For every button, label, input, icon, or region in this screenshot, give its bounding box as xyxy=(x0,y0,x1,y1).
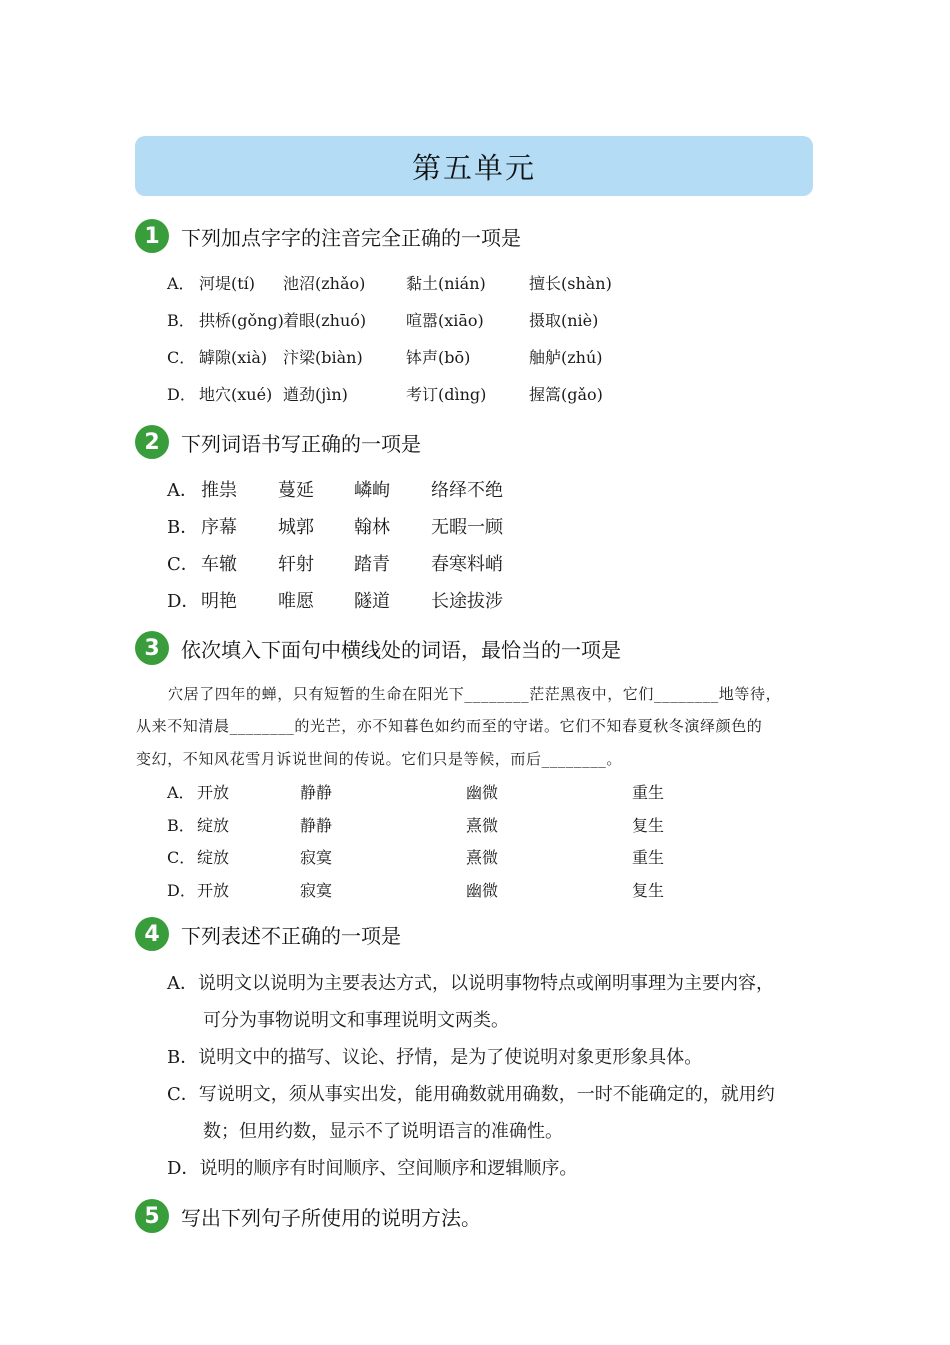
question-number-badge: 1 xyxy=(135,219,169,253)
option-item: 考订(dìng) xyxy=(406,385,487,404)
option-label: A． xyxy=(167,480,198,501)
option-item: 幽微 xyxy=(466,881,499,900)
option-label: A． xyxy=(167,274,195,293)
question-title: 下列加点字字的注音完全正确的一项是 xyxy=(181,225,521,250)
option-label: D． xyxy=(167,591,200,612)
option-label: B． xyxy=(167,517,199,538)
question-number-badge: 4 xyxy=(135,917,169,951)
option-item: 开放 xyxy=(197,783,230,802)
option-statement xyxy=(167,1080,775,1106)
option-label: B． xyxy=(167,816,195,835)
option-item: 摄取(niè) xyxy=(529,311,599,330)
option-item: 握篙(gǎo) xyxy=(529,385,603,404)
option-item: 开放 xyxy=(197,881,230,900)
option-item: 着眼(zhuó) xyxy=(283,311,367,330)
option-item: 喧嚣(xiāo) xyxy=(406,311,484,330)
option-item: 绽放 xyxy=(197,848,230,867)
option-item: 复生 xyxy=(632,816,665,835)
question-2-header xyxy=(135,424,421,460)
passage-line: 穴居了四年的蝉，只有短暂的生命在阳光下________茫茫黑夜中，它们________地等待， xyxy=(168,685,782,703)
option-item: 汴梁(biàn) xyxy=(283,348,363,367)
option-item: 熹微 xyxy=(466,848,499,867)
question-number-badge: 3 xyxy=(135,631,169,665)
question-5-header xyxy=(135,1198,481,1234)
option-item: 舳舻(zhú) xyxy=(529,348,603,367)
option-item: 拱桥(gǒng) xyxy=(199,311,284,330)
unit-title: 第五单元 xyxy=(411,150,536,185)
option-item: 春寒料峭 xyxy=(431,554,503,575)
option-item: 钵声(bō) xyxy=(406,348,471,367)
option-label: C． xyxy=(167,848,196,867)
option-statement xyxy=(167,1043,702,1069)
passage-line: 从来不知清晨________的光芒，亦不知暮色如约而至的守诺。它们不知春夏秋冬演绎颜色的 xyxy=(136,717,763,735)
option-item: 无暇一顾 xyxy=(431,517,503,538)
option-item: 绽放 xyxy=(197,816,230,835)
option-item: 擅长(shàn) xyxy=(529,274,612,293)
option-item: 翰林 xyxy=(354,517,390,538)
option-item: 轩射 xyxy=(278,554,314,575)
option-item: 络绎不绝 xyxy=(431,480,503,501)
option-item: 遒劲(jìn) xyxy=(283,385,348,404)
option-item: 长途拔涉 xyxy=(431,591,503,612)
option-label: A． xyxy=(167,783,195,802)
question-title: 下列词语书写正确的一项是 xyxy=(181,431,421,456)
option-item: 熹微 xyxy=(466,816,499,835)
option-item: 明艳 xyxy=(201,591,237,612)
option-item: 寂寞 xyxy=(300,848,333,867)
option-item: 序幕 xyxy=(201,517,237,538)
option-item: 重生 xyxy=(632,783,665,802)
question-title: 写出下列句子所使用的说明方法。 xyxy=(181,1205,481,1230)
option-item: 复生 xyxy=(632,881,665,900)
option-text: 写说明文，须从事实出发，能用确数就用确数，一时不能确定的，就用约 xyxy=(198,1084,775,1105)
option-label: B． xyxy=(167,311,195,330)
option-text-continued: 可分为事物说明文和事理说明文两类。 xyxy=(203,1010,509,1031)
option-item: 蔓延 xyxy=(278,480,314,501)
option-item: 寂寞 xyxy=(300,881,333,900)
option-statement xyxy=(167,1154,577,1180)
option-item: 嶙峋 xyxy=(354,480,390,501)
option-item: 静静 xyxy=(300,816,333,835)
question-number-badge: 5 xyxy=(135,1199,169,1233)
option-label: A． xyxy=(167,973,198,994)
option-text: 说明文以说明为主要表达方式，以说明事物特点或阐明事理为主要内容， xyxy=(198,973,774,994)
question-number-badge: 2 xyxy=(135,425,169,459)
option-item: 地穴(xué) xyxy=(199,385,273,404)
question-title: 依次填入下面句中横线处的词语，最恰当的一项是 xyxy=(181,637,621,662)
option-label: C． xyxy=(167,348,196,367)
option-item: 车辙 xyxy=(201,554,237,575)
option-item: 幽微 xyxy=(466,783,499,802)
option-item: 罅隙(xià) xyxy=(199,348,268,367)
option-item: 推祟 xyxy=(201,480,237,501)
option-item: 踏青 xyxy=(354,554,390,575)
option-label: C． xyxy=(167,554,199,575)
option-label: C． xyxy=(167,1084,199,1105)
option-label: D． xyxy=(167,1158,200,1179)
option-text: 说明的顺序有时间顺序、空间顺序和逻辑顺序。 xyxy=(199,1158,578,1179)
option-item: 静静 xyxy=(300,783,333,802)
option-label: D． xyxy=(167,385,196,404)
option-statement xyxy=(167,969,774,995)
question-3-header xyxy=(135,630,621,666)
option-label: D． xyxy=(167,881,196,900)
option-item: 黏土(nián) xyxy=(406,274,486,293)
option-item: 城郭 xyxy=(278,517,314,538)
option-item: 重生 xyxy=(632,848,665,867)
option-item: 隧道 xyxy=(354,591,390,612)
question-4-header xyxy=(135,916,401,952)
passage-line: 变幻，不知风花雪月诉说世间的传说。它们只是等候，而后________。 xyxy=(136,750,623,768)
option-item: 河堤(tí) xyxy=(199,274,256,293)
option-item: 池沼(zhǎo) xyxy=(283,274,366,293)
option-label: B． xyxy=(167,1047,199,1068)
option-text: 说明文中的描写、议论、抒情，是为了使说明对象更形象具体。 xyxy=(198,1047,703,1068)
option-item: 唯愿 xyxy=(278,591,314,612)
question-title: 下列表述不正确的一项是 xyxy=(181,923,401,948)
unit-title-banner xyxy=(135,136,813,196)
question-1-header xyxy=(135,218,521,254)
option-text-continued: 数；但用约数，显示不了说明语言的准确性。 xyxy=(203,1121,563,1142)
